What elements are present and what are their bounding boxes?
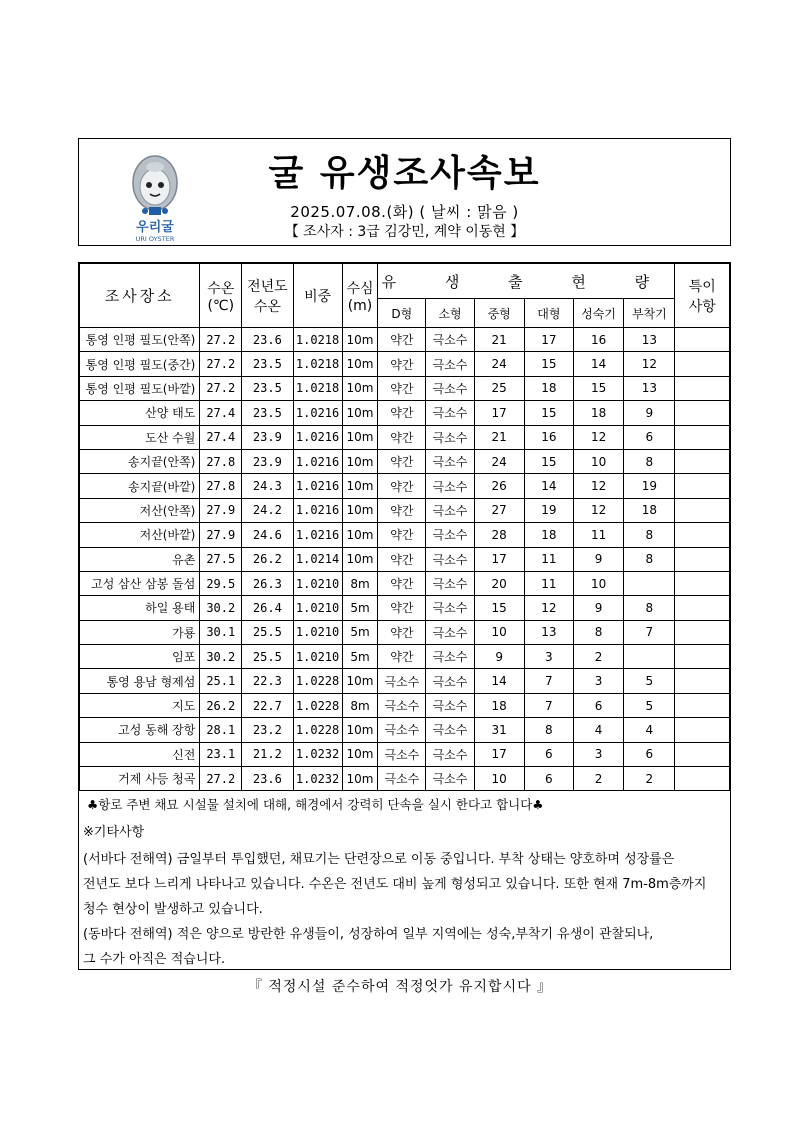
cell-note (675, 571, 730, 595)
cell-depth: 10m (342, 498, 378, 522)
cell-mid: 9 (474, 645, 524, 669)
cell-mature: 12 (573, 425, 623, 449)
cell-mid: 17 (474, 742, 524, 766)
cell-mature: 6 (573, 693, 623, 717)
cell-attach: 7 (624, 620, 675, 644)
header-sub-col: 중형 (474, 299, 524, 328)
cell-mid: 21 (474, 328, 524, 352)
table-row (80, 669, 730, 693)
cell-temp: 26.2 (200, 693, 242, 717)
cell-small: 극소수 (426, 352, 474, 376)
cell-mid: 24 (474, 449, 524, 473)
cell-d: 약간 (378, 376, 426, 400)
cell-loc: 통영 인평 필도(안쪽) (80, 328, 200, 352)
cell-attach: 9 (624, 401, 675, 425)
cell-prev: 23.6 (242, 767, 293, 791)
cell-attach: 13 (624, 376, 675, 400)
cell-mid: 18 (474, 693, 524, 717)
cell-small: 극소수 (426, 401, 474, 425)
cell-prev: 26.3 (242, 571, 293, 595)
cell-prev: 23.9 (242, 449, 293, 473)
cell-large: 18 (524, 523, 573, 547)
cell-temp: 28.1 (200, 718, 242, 742)
cell-sg: 1.0216 (293, 425, 342, 449)
cell-temp: 29.5 (200, 571, 242, 595)
cell-large: 3 (524, 645, 573, 669)
table-row (80, 596, 730, 620)
cell-small: 극소수 (426, 596, 474, 620)
cell-large: 15 (524, 449, 573, 473)
cell-sg: 1.0228 (293, 718, 342, 742)
cell-temp: 30.2 (200, 645, 242, 669)
cell-note (675, 328, 730, 352)
cell-loc: 도산 수월 (80, 425, 200, 449)
cell-mid: 25 (474, 376, 524, 400)
cell-sg: 1.0216 (293, 449, 342, 473)
cell-depth: 10m (342, 352, 378, 376)
header-specific-gravity: 비중 (293, 264, 342, 328)
cell-small: 극소수 (426, 645, 474, 669)
cell-small: 극소수 (426, 693, 474, 717)
cell-temp: 27.2 (200, 767, 242, 791)
cell-large: 6 (524, 742, 573, 766)
cell-depth: 10m (342, 328, 378, 352)
cell-mature: 3 (573, 669, 623, 693)
logo-text: 우리굴 (136, 220, 174, 235)
cell-note (675, 352, 730, 376)
cell-loc: 임포 (80, 645, 200, 669)
cell-sg: 1.0232 (293, 767, 342, 791)
cell-loc: 저산(안쪽) (80, 498, 200, 522)
cell-small: 극소수 (426, 620, 474, 644)
cell-attach: 13 (624, 328, 675, 352)
cell-temp: 27.8 (200, 449, 242, 473)
cell-sg: 1.0232 (293, 742, 342, 766)
cell-d: 극소수 (378, 718, 426, 742)
cell-loc: 산양 태도 (80, 401, 200, 425)
cell-depth: 5m (342, 645, 378, 669)
cell-sg: 1.0216 (293, 474, 342, 498)
cell-note (675, 376, 730, 400)
note-line: 전년도 보다 느리게 나타나고 있습니다. 수온은 전년도 대비 높게 형성되고 있습니다. 또한 현재 7m-8m층까지 (83, 877, 707, 892)
cell-temp: 27.2 (200, 328, 242, 352)
cell-note (675, 498, 730, 522)
warning-notice: ♣항로 주변 채묘 시설물 설치에 대해, 해경에서 강력히 단속을 실시 한다고 합니다♣ (87, 797, 544, 812)
cell-large: 6 (524, 767, 573, 791)
survey-section (78, 262, 731, 970)
cell-prev: 23.5 (242, 376, 293, 400)
cell-mid: 17 (474, 547, 524, 571)
cell-loc: 유촌 (80, 547, 200, 571)
header-prev-year-temp: 전년도 수온 (242, 264, 293, 328)
cell-small: 극소수 (426, 742, 474, 766)
cell-note (675, 401, 730, 425)
cell-large: 14 (524, 474, 573, 498)
cell-d: 약간 (378, 474, 426, 498)
cell-attach: 2 (624, 767, 675, 791)
note-line: 청수 현상이 발생하고 있습니다. (83, 902, 263, 917)
cell-small: 극소수 (426, 376, 474, 400)
cell-note (675, 767, 730, 791)
cell-loc: 통영 인평 필도(중간) (80, 352, 200, 376)
date-weather: 2025.07.08.(화) ( 날씨 : 맑음 ) (290, 203, 519, 221)
cell-note (675, 523, 730, 547)
larvae-table (79, 263, 730, 791)
cell-loc: 송지끝(바깥) (80, 474, 200, 498)
table-row (80, 645, 730, 669)
cell-sg: 1.0210 (293, 645, 342, 669)
cell-loc: 통영 인평 필도(바깥) (80, 376, 200, 400)
cell-note (675, 474, 730, 498)
cell-d: 약간 (378, 547, 426, 571)
cell-small: 극소수 (426, 449, 474, 473)
header-sub-col: 성숙기 (573, 299, 623, 328)
cell-sg: 1.0218 (293, 376, 342, 400)
footer-slogan: 『 적정시설 준수하여 적정엇가 유지합시다 』 (247, 979, 553, 995)
cell-depth: 10m (342, 742, 378, 766)
cell-mature: 15 (573, 376, 623, 400)
cell-large: 19 (524, 498, 573, 522)
cell-small: 극소수 (426, 547, 474, 571)
cell-prev: 23.6 (242, 328, 293, 352)
cell-small: 극소수 (426, 571, 474, 595)
cell-temp: 27.9 (200, 498, 242, 522)
cell-large: 11 (524, 547, 573, 571)
cell-d: 약간 (378, 498, 426, 522)
cell-prev: 21.2 (242, 742, 293, 766)
cell-sg: 1.0210 (293, 596, 342, 620)
table-row (80, 474, 730, 498)
cell-temp: 27.9 (200, 523, 242, 547)
cell-prev: 22.7 (242, 693, 293, 717)
cell-large: 16 (524, 425, 573, 449)
cell-sg: 1.0216 (293, 498, 342, 522)
cell-d: 약간 (378, 620, 426, 644)
note-line: (서바다 전해역) 금일부터 투입했던, 채묘기는 단련장으로 이동 중입니다. 부착 상태는 양호하며 성장률은 (83, 852, 675, 867)
table-row (80, 449, 730, 473)
cell-mid: 21 (474, 425, 524, 449)
cell-large: 13 (524, 620, 573, 644)
cell-small: 극소수 (426, 718, 474, 742)
cell-temp: 27.4 (200, 401, 242, 425)
cell-loc: 가룡 (80, 620, 200, 644)
cell-attach: 8 (624, 596, 675, 620)
table-row (80, 425, 730, 449)
cell-depth: 10m (342, 547, 378, 571)
header-sub-col: 소형 (426, 299, 474, 328)
cell-sg: 1.0210 (293, 620, 342, 644)
cell-mature: 11 (573, 523, 623, 547)
cell-prev: 24.6 (242, 523, 293, 547)
cell-depth: 10m (342, 376, 378, 400)
cell-attach (624, 645, 675, 669)
table-row (80, 620, 730, 644)
cell-temp: 25.1 (200, 669, 242, 693)
table-row (80, 742, 730, 766)
table-row (80, 523, 730, 547)
cell-depth: 10m (342, 425, 378, 449)
cell-sg: 1.0214 (293, 547, 342, 571)
cell-prev: 23.5 (242, 352, 293, 376)
cell-small: 극소수 (426, 425, 474, 449)
table-row (80, 693, 730, 717)
cell-depth: 8m (342, 571, 378, 595)
cell-depth: 10m (342, 718, 378, 742)
cell-mid: 10 (474, 620, 524, 644)
cell-temp: 27.2 (200, 376, 242, 400)
cell-temp: 27.2 (200, 352, 242, 376)
cell-note (675, 596, 730, 620)
cell-note (675, 547, 730, 571)
cell-mid: 26 (474, 474, 524, 498)
cell-prev: 24.2 (242, 498, 293, 522)
cell-attach: 6 (624, 742, 675, 766)
cell-prev: 23.9 (242, 425, 293, 449)
cell-sg: 1.0216 (293, 523, 342, 547)
cell-prev: 24.3 (242, 474, 293, 498)
cell-d: 약간 (378, 352, 426, 376)
cell-d: 약간 (378, 571, 426, 595)
cell-temp: 27.8 (200, 474, 242, 498)
cell-loc: 고성 삼산 삼봉 돌섬 (80, 571, 200, 595)
cell-small: 극소수 (426, 474, 474, 498)
header-sub-col: 부착기 (624, 299, 675, 328)
cell-d: 약간 (378, 596, 426, 620)
cell-sg: 1.0210 (293, 571, 342, 595)
cell-d: 극소수 (378, 669, 426, 693)
cell-prev: 25.5 (242, 645, 293, 669)
cell-mid: 14 (474, 669, 524, 693)
cell-attach (624, 571, 675, 595)
cell-mid: 17 (474, 401, 524, 425)
cell-loc: 하일 용태 (80, 596, 200, 620)
cell-d: 약간 (378, 523, 426, 547)
cell-attach: 8 (624, 547, 675, 571)
notes-title: ※기타사항 (83, 825, 145, 840)
cell-note (675, 449, 730, 473)
header-special: 특이 사항 (675, 264, 730, 328)
cell-prev: 23.5 (242, 401, 293, 425)
cell-attach: 8 (624, 523, 675, 547)
surveyor: 【 조사자 : 3급 김강민, 계약 이동현 】 (284, 224, 525, 240)
cell-attach: 6 (624, 425, 675, 449)
cell-note (675, 718, 730, 742)
cell-loc: 지도 (80, 693, 200, 717)
cell-depth: 10m (342, 474, 378, 498)
cell-sg: 1.0228 (293, 669, 342, 693)
cell-depth: 10m (342, 523, 378, 547)
cell-mature: 4 (573, 718, 623, 742)
cell-d: 약간 (378, 425, 426, 449)
cell-attach: 5 (624, 693, 675, 717)
cell-loc: 거제 사등 청곡 (80, 767, 200, 791)
cell-large: 18 (524, 376, 573, 400)
cell-small: 극소수 (426, 669, 474, 693)
cell-note (675, 425, 730, 449)
cell-depth: 5m (342, 596, 378, 620)
cell-note (675, 693, 730, 717)
cell-note (675, 645, 730, 669)
cell-mid: 31 (474, 718, 524, 742)
note-line: (동바다 전해역) 적은 양으로 방란한 유생들이, 성장하여 일부 지역에는 성숙,부착기 유생이 관찰되나, (83, 927, 654, 942)
cell-depth: 10m (342, 449, 378, 473)
cell-large: 12 (524, 596, 573, 620)
cell-temp: 27.5 (200, 547, 242, 571)
table-row (80, 401, 730, 425)
cell-mature: 14 (573, 352, 623, 376)
cell-attach: 12 (624, 352, 675, 376)
cell-prev: 26.4 (242, 596, 293, 620)
cell-large: 11 (524, 571, 573, 595)
cell-attach: 18 (624, 498, 675, 522)
cell-sg: 1.0228 (293, 693, 342, 717)
logo-subtext: URI OYSTER (135, 235, 175, 243)
cell-mature: 2 (573, 767, 623, 791)
cell-mid: 24 (474, 352, 524, 376)
header-water-temp: 수온 (℃) (200, 264, 242, 328)
cell-mature: 12 (573, 474, 623, 498)
cell-sg: 1.0218 (293, 352, 342, 376)
cell-sg: 1.0218 (293, 328, 342, 352)
cell-loc: 신전 (80, 742, 200, 766)
cell-attach: 19 (624, 474, 675, 498)
cell-mature: 9 (573, 547, 623, 571)
cell-d: 약간 (378, 449, 426, 473)
cell-sg: 1.0216 (293, 401, 342, 425)
header-sub-col: 대형 (524, 299, 573, 328)
cell-mid: 10 (474, 767, 524, 791)
cell-mid: 28 (474, 523, 524, 547)
cell-mid: 20 (474, 571, 524, 595)
table-row (80, 547, 730, 571)
table-row (80, 571, 730, 595)
table-row (80, 718, 730, 742)
cell-mature: 8 (573, 620, 623, 644)
cell-depth: 10m (342, 669, 378, 693)
cell-temp: 30.1 (200, 620, 242, 644)
cell-mature: 2 (573, 645, 623, 669)
cell-depth: 8m (342, 693, 378, 717)
cell-note (675, 620, 730, 644)
cell-d: 약간 (378, 401, 426, 425)
cell-large: 17 (524, 328, 573, 352)
cell-attach: 5 (624, 669, 675, 693)
table-row (80, 767, 730, 791)
cell-d: 극소수 (378, 742, 426, 766)
cell-small: 극소수 (426, 767, 474, 791)
header-location: 조사장소 (80, 264, 200, 328)
cell-large: 7 (524, 693, 573, 717)
cell-prev: 22.3 (242, 669, 293, 693)
table-row (80, 498, 730, 522)
cell-prev: 26.2 (242, 547, 293, 571)
cell-mature: 16 (573, 328, 623, 352)
cell-prev: 23.2 (242, 718, 293, 742)
cell-note (675, 742, 730, 766)
table-row (80, 352, 730, 376)
cell-d: 극소수 (378, 693, 426, 717)
cell-small: 극소수 (426, 498, 474, 522)
cell-depth: 10m (342, 401, 378, 425)
report-header (78, 138, 731, 246)
cell-small: 극소수 (426, 328, 474, 352)
cell-mature: 18 (573, 401, 623, 425)
cell-loc: 고성 동해 장항 (80, 718, 200, 742)
table-row (80, 376, 730, 400)
cell-loc: 저산(바깥) (80, 523, 200, 547)
cell-large: 15 (524, 352, 573, 376)
cell-prev: 25.5 (242, 620, 293, 644)
cell-mature: 12 (573, 498, 623, 522)
cell-mature: 3 (573, 742, 623, 766)
cell-d: 약간 (378, 645, 426, 669)
cell-mature: 10 (573, 571, 623, 595)
cell-attach: 8 (624, 449, 675, 473)
page-title: 굴 유생조사속보 (268, 153, 541, 194)
cell-d: 극소수 (378, 767, 426, 791)
cell-depth: 5m (342, 620, 378, 644)
table-row (80, 328, 730, 352)
cell-large: 8 (524, 718, 573, 742)
cell-loc: 송지끝(안쪽) (80, 449, 200, 473)
cell-loc: 통영 용남 형제섬 (80, 669, 200, 693)
note-line: 그 수가 아직은 적습니다. (83, 952, 226, 967)
cell-d: 약간 (378, 328, 426, 352)
cell-mature: 9 (573, 596, 623, 620)
cell-temp: 23.1 (200, 742, 242, 766)
cell-depth: 10m (342, 767, 378, 791)
cell-large: 15 (524, 401, 573, 425)
cell-note (675, 669, 730, 693)
header-larvae-group: 유 생 출 현 량 (378, 264, 675, 299)
cell-temp: 27.4 (200, 425, 242, 449)
cell-mature: 10 (573, 449, 623, 473)
header-sub-col: D형 (378, 299, 426, 328)
header-depth: 수심 (m) (342, 264, 378, 328)
cell-small: 극소수 (426, 523, 474, 547)
cell-large: 7 (524, 669, 573, 693)
cell-mid: 15 (474, 596, 524, 620)
cell-attach: 4 (624, 718, 675, 742)
cell-mid: 27 (474, 498, 524, 522)
cell-temp: 30.2 (200, 596, 242, 620)
